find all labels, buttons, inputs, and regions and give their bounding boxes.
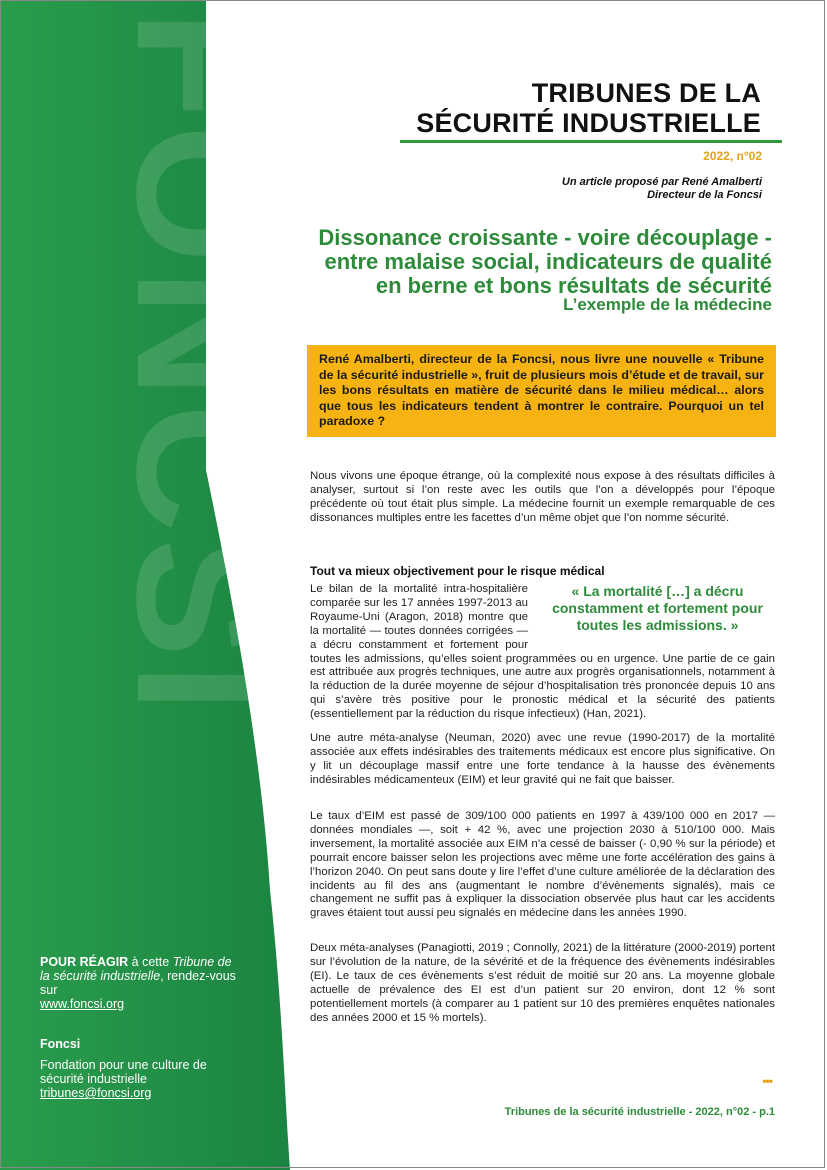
section-heading: Tout va mieux objectivement pour le risque médical bbox=[310, 564, 605, 578]
publication-title-line: SÉCURITÉ INDUSTRIELLE bbox=[416, 108, 761, 138]
issue-number: 2022, n°02 bbox=[703, 149, 762, 163]
org-name: Foncsi bbox=[40, 1037, 81, 1051]
email-link[interactable]: tribunes@foncsi.org bbox=[40, 1086, 152, 1100]
article-title-line: entre malaise social, indicateurs de qualité bbox=[324, 249, 772, 274]
paragraph-3: Le taux d’EIM est passé de 309/100 000 patients en 1997 à 439/100 000 en 2017 — données mondiales —, soit + 42 %, avec une projection 2030 à 510/100 000. Mais inversement, la mortalité associée aux EIM n’a cessé de baisser (- 0,90 % sur la période) et pourrait encore baisser selon les projections avec même une forte accélération des gains à l’horizon 2040. On peut sans doute y lire l’effet d’une culture améliorée de la déclaration des incidents au fil des ans (augmentant le nombre d’évènements signalés), mais ce changement ne suffit pas à expliquer la dissociation observée plus haut car les accidents graves étaient tout aussi peu signalés en médecine dans les années 1990. bbox=[310, 810, 775, 920]
paragraph-1-text: Le bilan de la mortalité intra-hospitalière comparée sur les 17 années 1997-2013 au Royaume-Uni (Aragon, 2018) montre que la mortalité — toutes données corrigées — a décru constamment et fortement pour toutes les admissions, qu’elles soient programmées ou en urgence. Une partie de ce gain est attribuée aux progrès techniques, une autre aux progrès organisationnels, notamment à la réduction de la durée moyenne de séjour d’hospitalisation très prononcée depuis 10 ans qui s’avère très positive pour le pronostic médical et la sécurité des patients (essentiellement par la réduction du risque infectieux) (Han, 2021). bbox=[310, 583, 775, 721]
react-publication: Tribune de la sécurité industrielle bbox=[40, 955, 232, 983]
react-block bbox=[40, 955, 240, 1011]
publication-title-line: TRIBUNES DE LA bbox=[531, 78, 761, 108]
page-footer: Tribunes de la sécurité industrielle - 2022, n°02 - p.1 bbox=[504, 1106, 775, 1118]
article-title-line: Dissonance croissante - voire découplage - bbox=[318, 225, 772, 250]
intro-paragraph: Nous vivons une époque étrange, où la complexité nous expose à des résultats difficiles à analyser, surtout si l’on reste avec les outils que l’on a développés pour l’époque précédente où tout était plus simple. La médecine fournit un exemple remarquable de ces dissonances multiples entre les facettes d’un même objet que l’on nomme sécurité. bbox=[310, 470, 775, 524]
pull-quote: « La mortalité […] a décru constamment et fortement pour toutes les admissions. » bbox=[552, 583, 763, 633]
foncsi-watermark: FONCSI bbox=[100, 10, 299, 719]
article-title bbox=[318, 226, 772, 298]
byline-role: Directeur de la Foncsi bbox=[647, 189, 762, 201]
byline bbox=[562, 176, 762, 202]
foncsi-contact bbox=[40, 1037, 240, 1100]
react-text-2: , rendez-vous sur bbox=[40, 969, 236, 997]
ellipsis-dots: ••• bbox=[762, 1074, 772, 1088]
paragraph-4: Deux méta-analyses (Panagiotti, 2019 ; Connolly, 2021) de la littérature (2000-2019) portent sur l’évolution de la nature, de la sévérité et de la fréquence des évènements indésirables (EI). Le taux de ces évènements s’est réduit de moitié sur 20 ans. La moyenne globale actuelle de prévalence des EI est d’un patient sur 20 environ, dont 12 % sont potentiellement mortels (à comparer au 1 patient sur 10 des premières enquêtes nationales des années 2000 et 15 % mortels). bbox=[310, 942, 775, 1024]
react-text: à cette bbox=[128, 955, 173, 969]
intro-callout: René Amalberti, directeur de la Foncsi, nous livre une nouvelle « Tribune de la sécurité industrielle », fruit de plusieurs mois d’étude et de travail, sur les bons résultats en matière de sécurité dans le milieu médical… alors que tous les indicateurs tendent à montrer le contraire. Pourquoi un tel paradoxe ? bbox=[307, 345, 776, 437]
article-title-line: en berne et bons résultats de sécurité bbox=[375, 273, 772, 298]
paragraph-1 bbox=[310, 583, 775, 722]
byline-author: Un article proposé par René Amalberti bbox=[561, 176, 762, 188]
article-subtitle: L’exemple de la médecine bbox=[563, 295, 772, 314]
react-label: POUR RÉAGIR bbox=[40, 955, 129, 969]
publication-title bbox=[416, 78, 761, 138]
paragraph-2: Une autre méta-analyse (Neuman, 2020) avec une revue (1990-2017) de la mortalité associée aux effets indésirables des traitements médicaux est encore plus significative. On y lit un découplage massif entre une forte tendance à la hausse des évènements indésirables médicamenteux (EIM) et leur gravité qui ne fait que baisser. bbox=[310, 732, 775, 786]
org-full-name: Fondation pour une culture de sécurité industrielle bbox=[40, 1058, 207, 1086]
website-link[interactable]: www.foncsi.org bbox=[40, 997, 125, 1011]
header-rule bbox=[400, 140, 782, 143]
